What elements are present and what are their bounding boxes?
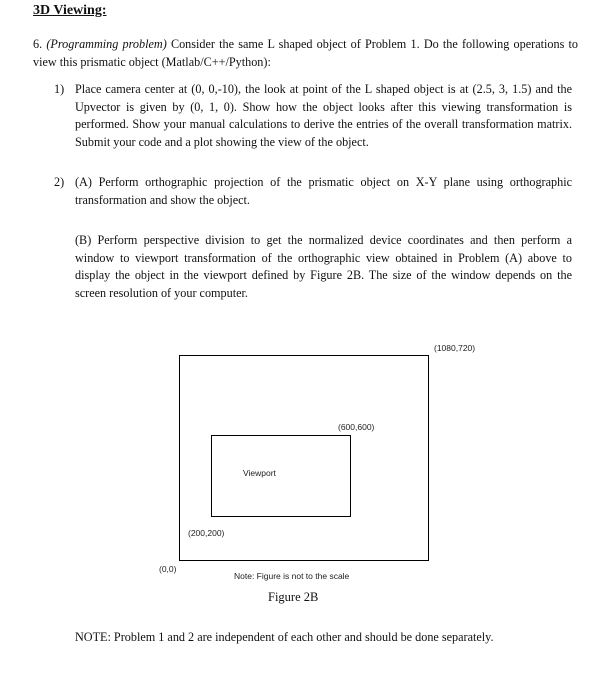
- problem-description: Consider the same L shaped object of Problem 1. Do the following operations to view this prismatic object (Matlab/C++/Python):: [33, 37, 578, 69]
- viewport-bottom-corner-label: (200,200): [188, 528, 225, 538]
- viewport-top-corner-label: (600,600): [338, 422, 375, 432]
- scale-note: Note: Figure is not to the scale: [234, 571, 350, 581]
- item-1-text: Place camera center at (0, 0,-10), the look at point of the L shaped object is at (2.5, 3, 1.5) and the Upvector is given by (0, 1, 0). Show how the object looks after this viewing transformation is performed. Show your manual calculations to derive the entries of the overall transformation matrix. Submit your code and a plot showing the view of the object.: [75, 82, 572, 149]
- item-2-number: 2): [54, 175, 65, 189]
- viewport-label: Viewport: [243, 468, 276, 478]
- item-2b-text: (B) Perform perspective division to get the normalized device coordinates and then perform a window to viewport transformation of the orthographic view obtained in Problem (A) above to display the object in the viewport defined by Figure 2B. The size of the window depends on the screen resolution of your computer.: [75, 233, 572, 300]
- section-heading: 3D Viewing:: [33, 3, 107, 18]
- window-corner-label: (1080,720): [434, 343, 476, 353]
- item-2a-text: (A) Perform orthographic projection of the prismatic object on X-Y plane using orthographic transformation and show the object.: [75, 175, 572, 207]
- problem-type-label: (Programming problem): [46, 37, 167, 51]
- origin-label: (0,0): [159, 564, 177, 574]
- problem-statement: [33, 36, 578, 71]
- figure-caption: Figure 2B: [268, 590, 319, 604]
- closing-note: NOTE: Problem 1 and 2 are independent of each other and should be done separately.: [75, 630, 494, 644]
- item-1-number: 1): [54, 82, 65, 96]
- viewport-rectangle: [211, 435, 351, 517]
- problem-number: 6.: [33, 37, 47, 51]
